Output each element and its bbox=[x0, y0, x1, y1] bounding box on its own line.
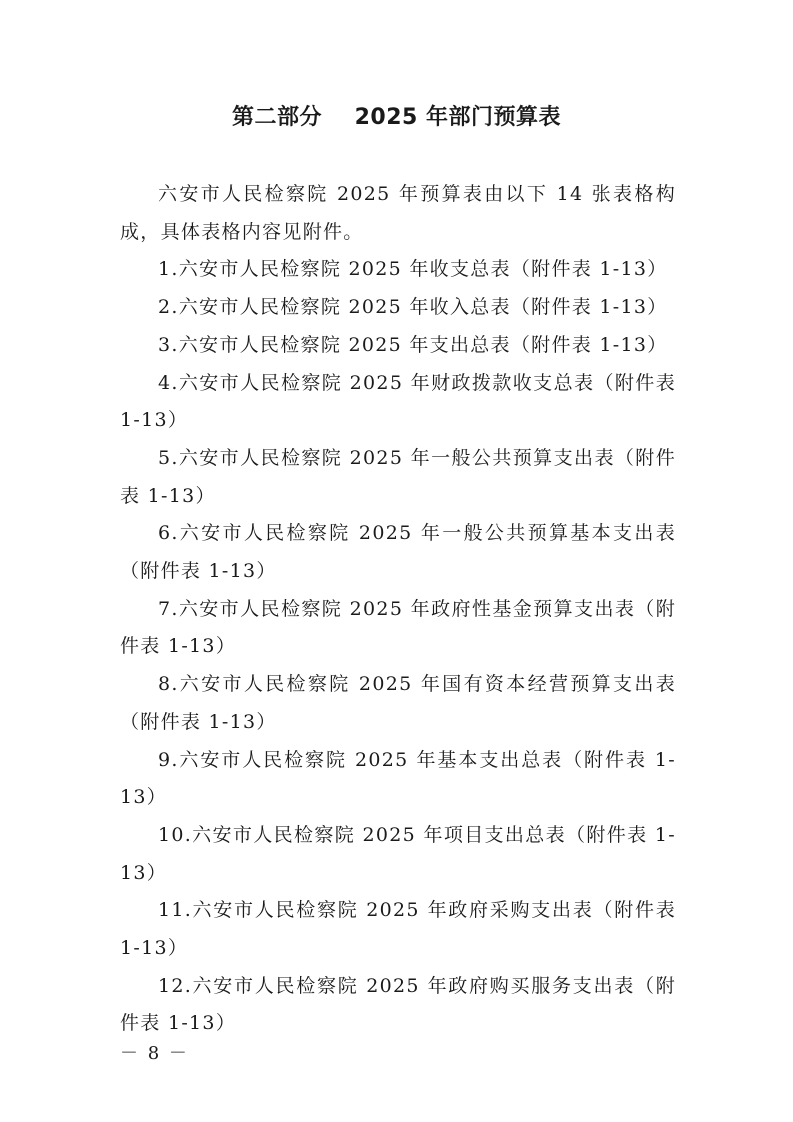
list-item: 4.六安市人民检察院 2025 年财政拨款收支总表（附件表 1-13） bbox=[120, 371, 676, 432]
list-item: 12.六安市人民检察院 2025 年政府购买服务支出表（附件表 1-13） bbox=[120, 974, 676, 1035]
document-body bbox=[120, 176, 676, 1043]
list-item: 5.六安市人民检察院 2025 年一般公共预算支出表（附件表 1-13） bbox=[120, 446, 676, 507]
list-item: 1.六安市人民检察院 2025 年收支总表（附件表 1-13） bbox=[158, 258, 668, 281]
list-item: 3.六安市人民检察院 2025 年支出总表（附件表 1-13） bbox=[158, 333, 668, 356]
list-item: 9.六安市人民检察院 2025 年基本支出总表（附件表 1-13） bbox=[120, 748, 676, 809]
list-item: 10.六安市人民检察院 2025 年项目支出总表（附件表 1-13） bbox=[120, 823, 676, 884]
list-item: 2.六安市人民检察院 2025 年收入总表（附件表 1-13） bbox=[158, 296, 668, 319]
page-number: － 8 － bbox=[120, 1043, 189, 1064]
list-item: 6.六安市人民检察院 2025 年一般公共预算基本支出表（附件表 1-13） bbox=[120, 522, 676, 583]
list-item: 8.六安市人民检察院 2025 年国有资本经营预算支出表（附件表 1-13） bbox=[120, 673, 676, 733]
list-item: 11.六安市人民检察院 2025 年政府采购支出表（附件表 1-13） bbox=[120, 899, 676, 960]
list-item: 7.六安市人民检察院 2025 年政府性基金预算支出表（附件表 1-13） bbox=[120, 597, 676, 658]
intro-paragraph: 六安市人民检察院 2025 年预算表由以下 14 张表格构成，具体表格内容见附件。 bbox=[120, 183, 676, 243]
section-title: 第二部分 2025 年部门预算表 bbox=[231, 105, 562, 130]
